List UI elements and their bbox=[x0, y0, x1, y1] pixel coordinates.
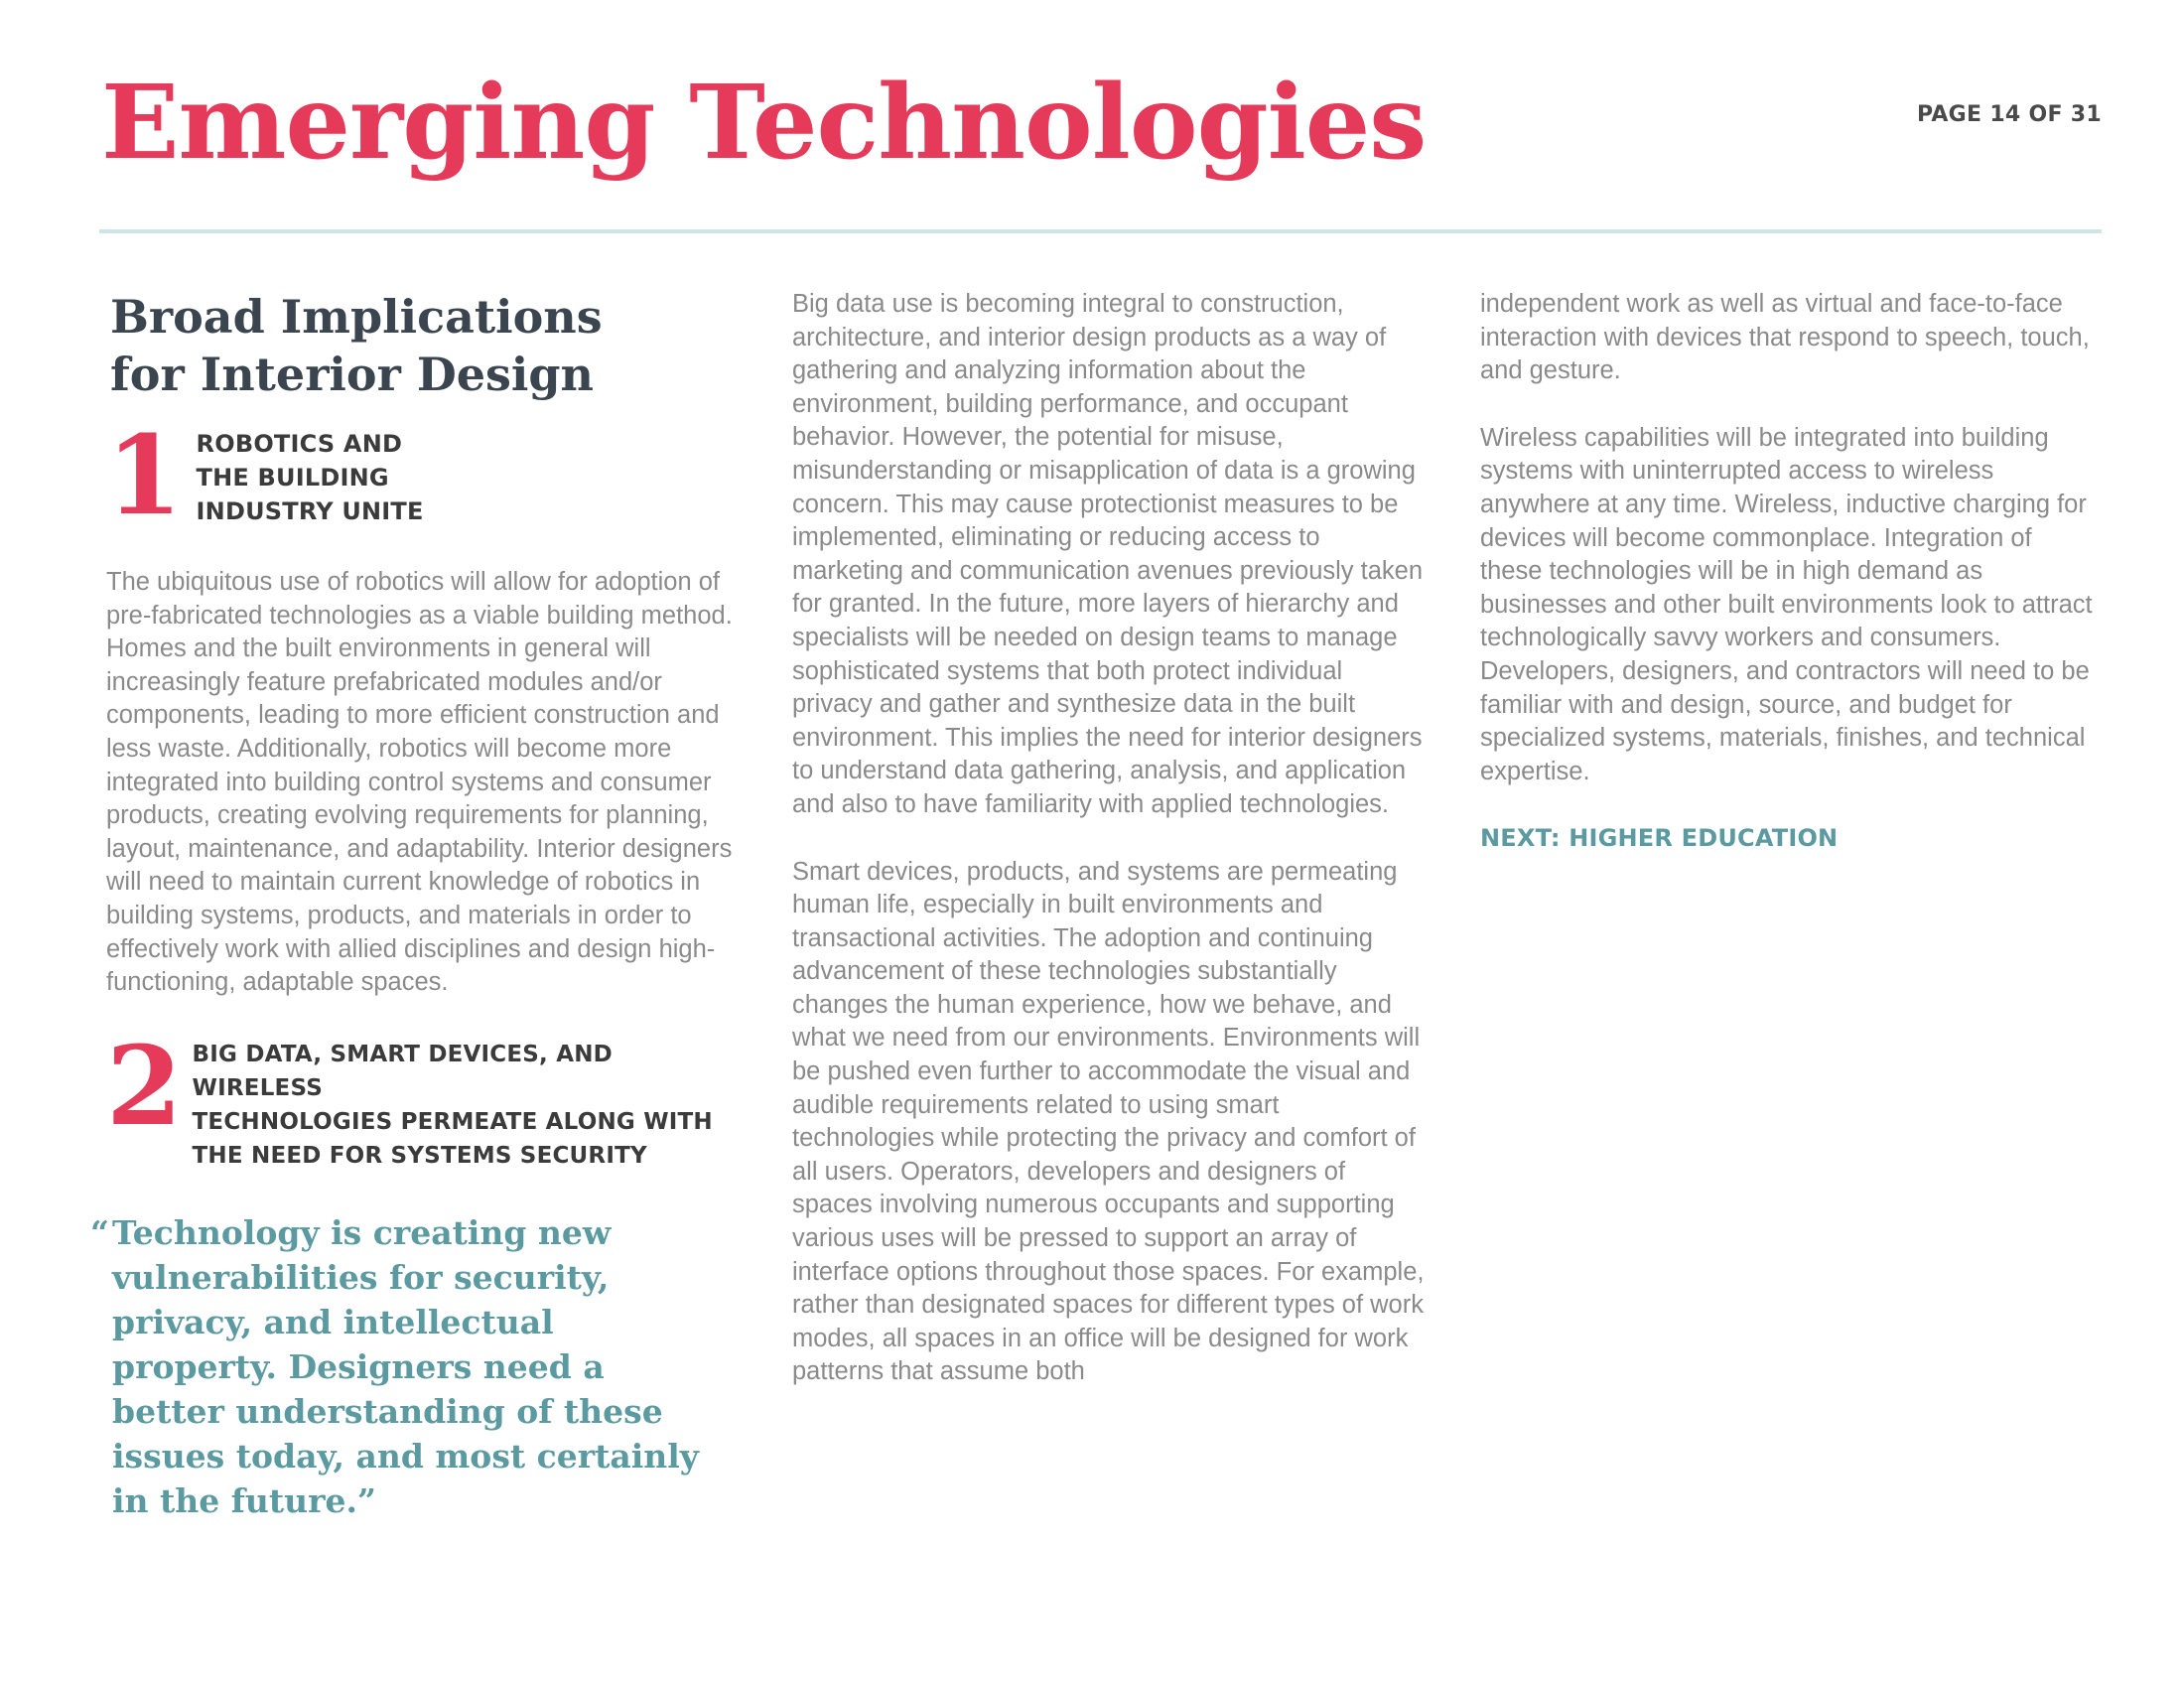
item-title-2 bbox=[193, 1038, 742, 1173]
next-section-link[interactable]: NEXT: HIGHER EDUCATION bbox=[1480, 824, 1839, 853]
column-left bbox=[90, 288, 742, 1523]
item-number-2: 2 bbox=[106, 1021, 183, 1150]
robotics-paragraph: The ubiquitous use of robotics will allow for adoption of pre-fabricated technologies as a viable building method. Homes and the built environments in general will increasingly feature prefabricated modules and/or components, leading to more efficient construction and less waste. Additionally, robotics will become more integrated into building control systems and consumer products, creating evolving requirements for planning, layout, maintenance, and adaptability. Interior designers will need to maintain current knowledge of robotics in building systems, products, and materials in order to effectively work with allied disciplines and design high-functioning, adaptable spaces. bbox=[106, 568, 733, 997]
numbered-heading-2 bbox=[106, 1021, 742, 1173]
section-heading-line-2: for Interior Design bbox=[110, 348, 594, 401]
quote-text: Technology is creating new vulnerabilities for security, privacy, and intellectual property. Designers need a better understanding of these issues today, and most certainly in the future.” bbox=[112, 1212, 699, 1520]
column-right bbox=[1480, 288, 2106, 852]
section-heading-line-1: Broad Implications bbox=[110, 290, 603, 344]
item-title-1-line-1: ROBOTICS AND bbox=[196, 430, 403, 458]
column-middle bbox=[792, 288, 1428, 1389]
smart-devices-paragraph: Smart devices, products, and systems are permeating human life, especially in built environments and transactional activities. The adoption and continuing advancement of these technologies substantially changes the human experience, how we behave, and what we need from our environments. Environments will be pushed even further to accommodate the visual and audible requirements related to using smart technologies while protecting the privacy and comfort of all users. Operators, developers and designers of spaces involving numerous occupants and supporting various uses will be pressed to support an array of interface options throughout those spaces. For example, rather than designated spaces for different types of work modes, all spaces in an office will be designed for work patterns that assume both bbox=[792, 857, 1425, 1386]
item-title-1-line-3: INDUSTRY UNITE bbox=[196, 497, 424, 525]
section-heading bbox=[110, 288, 742, 403]
item-title-1 bbox=[197, 427, 424, 528]
item-number-1: 1 bbox=[106, 411, 183, 539]
interaction-paragraph: independent work as well as virtual and face-to-face interaction with devices that respond to speech, touch, and gesture. bbox=[1480, 290, 2090, 385]
item-title-1-line-2: THE BUILDING bbox=[196, 464, 389, 492]
item-title-2-line-1: BIG DATA, SMART DEVICES, AND WIRELESS bbox=[192, 1041, 613, 1101]
item-title-2-line-3: THE NEED FOR SYSTEMS SECURITY bbox=[192, 1142, 647, 1169]
pull-quote: “ Technology is creating new vulnerabilities for security, privacy, and intellectual property. Designers need a better understanding of these issues today, and most certainly in the future.” bbox=[92, 1210, 728, 1523]
title-divider bbox=[99, 229, 2102, 233]
page-title: Emerging Technologies bbox=[101, 63, 1427, 183]
wireless-paragraph: Wireless capabilities will be integrated into building systems with uninterrupted access to wireless anywhere at any time. Wireless, inductive charging for devices will become commonplace. Integration of these technologies will be in high demand as businesses and other built environments look to attract technologically savvy workers and consumers. Developers, designers, and contractors will need to be familiar with and design, source, and budget for specialized systems, materials, finishes, and technical expertise. bbox=[1480, 423, 2093, 785]
numbered-heading-1 bbox=[106, 411, 742, 539]
page-number: PAGE 14 OF 31 bbox=[1916, 102, 2102, 127]
item-title-2-line-2: TECHNOLOGIES PERMEATE ALONG WITH bbox=[192, 1108, 713, 1135]
big-data-paragraph: Big data use is becoming integral to construction, architecture, and interior design products as a way of gathering and analyzing information about the environment, building performance, and occupant behavior. However, the potential for misuse, misunderstanding or misapplication of data is a growing concern. This may cause protectionist measures to be implemented, eliminating or reducing access to marketing and communication avenues previously taken for granted. In the future, more layers of hierarchy and specialists will be needed on design teams to manage sophisticated systems that both protect individual privacy and gather and synthesize data in the built environment. This implies the need for interior designers to understand data gathering, analysis, and application and also to have familiarity with applied technologies. bbox=[792, 290, 1424, 818]
